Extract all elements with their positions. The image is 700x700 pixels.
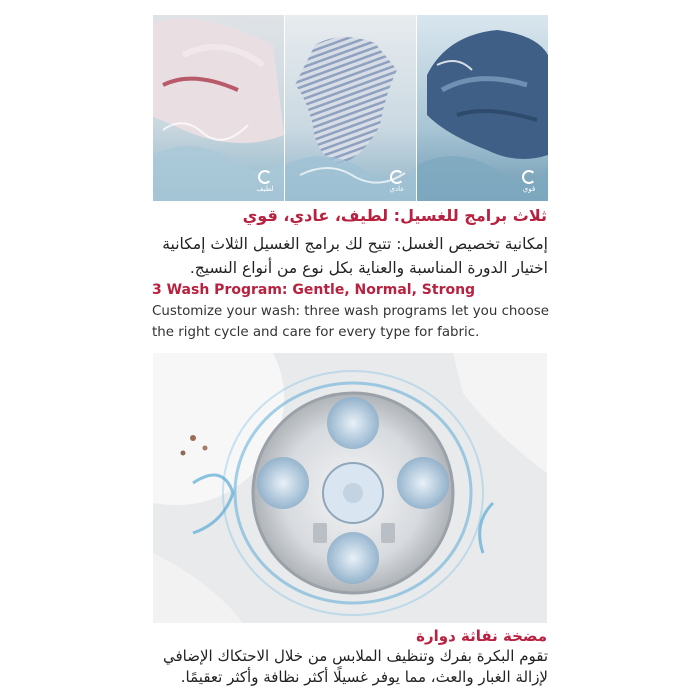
normal-program-icon	[390, 170, 404, 184]
strong-program-badge	[520, 170, 538, 193]
normal-program-label: عادي	[389, 185, 405, 193]
section1-arabic-body: إمكانية تخصيص الغسل: تتيح لك برامج الغسيل الثلاث إمكانية اختيار الدورة المناسبة والعناية بكل نوع من أنواع النسيج.	[162, 235, 548, 277]
gentle-program-icon	[258, 170, 272, 184]
normal-program-photo	[285, 15, 416, 201]
strong-program-icon	[522, 170, 536, 184]
section1-english-body: Customize your wash: three wash programs let you choose the right cycle and care for every type for fabric.	[152, 304, 550, 340]
gentle-program-label: لطيف	[256, 185, 274, 193]
gentle-program-badge	[256, 170, 274, 193]
strong-program-photo	[417, 15, 548, 201]
section2-arabic-title: مضخة نفاثة دوارة	[416, 627, 547, 645]
gentle-program-photo	[153, 15, 284, 201]
section1-english-title: 3 Wash Program: Gentle, Normal, Strong	[152, 282, 476, 298]
section1-arabic-title: ثلاث برامج للغسيل: لطيف، عادي، قوي	[242, 206, 547, 225]
section2-arabic-body: تقوم البكرة بفرك وتنظيف الملابس من خلال الاحتكاك الإضافي لإزالة الغبار والعث، مما يوفر غسيلًا أكثر نظافة وأكثر تعقيمًا.	[162, 647, 548, 686]
strong-program-label: قوي	[522, 185, 536, 193]
rotary-jet-pump-photo	[153, 353, 547, 623]
normal-program-badge	[388, 170, 406, 193]
